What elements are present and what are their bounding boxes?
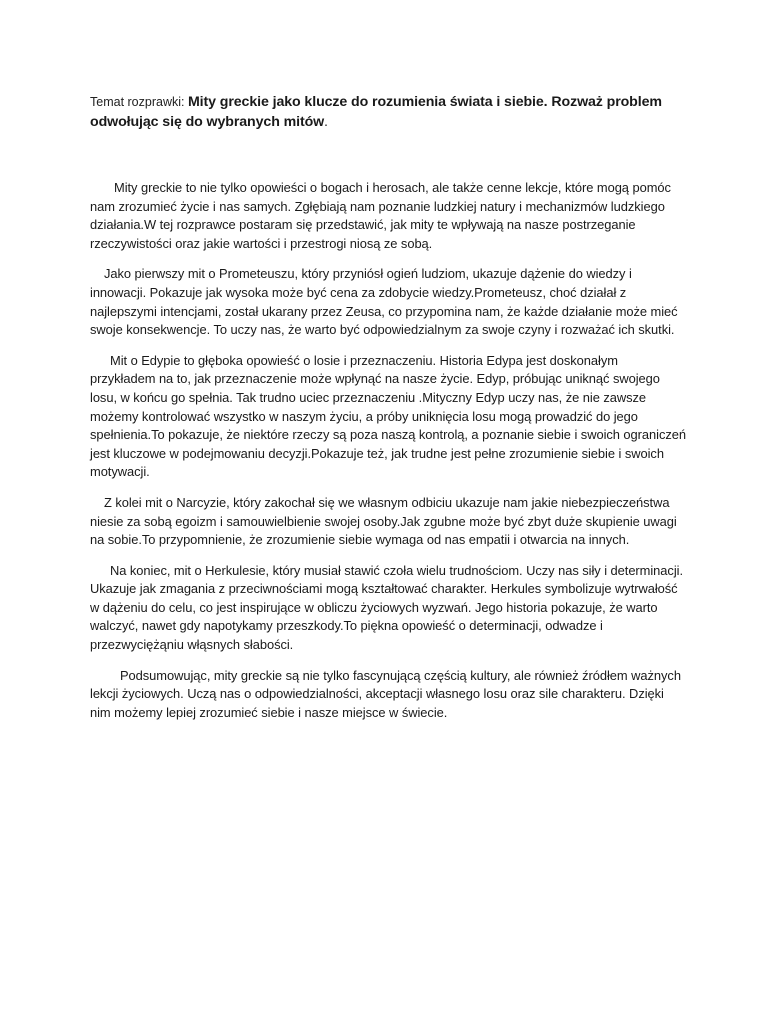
paragraph-conclusion: Podsumowując, mity greckie są nie tylko fascynującą częścią kultury, ale również źródłem ważnych lekcji życiowych. Uczą nas o odpowiedzialności, akceptacji własnego losu oraz sile charakteru. Dzięki nim możemy lepiej zrozumieć siebie i nasze miejsce w świecie.	[90, 667, 681, 720]
paragraph-oedipus: Mit o Edypie to głęboka opowieść o losie i przeznaczeniu. Historia Edypa jest doskonałym przykładem na to, jak przeznaczenie może wpłynąć na nasze życie. Edyp, próbując uniknąć swojego losu, w końcu go spełnia. Tak trudno uciec przeznaczeniu .Mityczny Edyp uczy nas, że nie zawsze możemy kontrolować wszystko w naszym życiu, a próby uniknięcia losu mogą prowadzić do jego spełnienia.To pokazuje, że niektóre rzeczy są poza naszą kontrolą, a poznanie siebie i swoich ograniczeń jest kluczowe w podejmowaniu decyzji.Pokazuje też, jak trudne jest pełne zrozumienie siebie i swoich motywacji.	[90, 352, 686, 480]
paragraph-prometheus: Jako pierwszy mit o Prometeuszu, który przyniósł ogień ludziom, ukazuje dążenie do wiedzy i innowacji. Pokazuje jak wysoka może być cena za zdobycie wiedzy.Prometeusz, choć działał z najlepszymi intencjami, został ukarany przez Zeusa, co przypomina nam, że każde działanie może mieć swoje konsekwencje. To uczy nas, że warto być odpowiedzialnym za swoje czyny i rozważać ich skutki.	[90, 266, 678, 338]
paragraph-hercules: Na koniec, mit o Herkulesie, który musiał stawić czoła wielu trudnościom. Uczy nas siły i determinacji. Ukazuje jak zmagania z przeciwnościami mogą kształtować charakter. Herkules symbolizuje wytrwałość w dążeniu do celu, co jest inspirujące w obliczu życiowych wyzwań. Jego historia pokazuje, że warto walczyć, nawet gdy napotykamy przeszkody.To piękna opowieść o determinacji, odwadze i przezwyciężąniu włąsnych słabości.	[90, 562, 683, 653]
paragraph-narcissus: Z kolei mit o Narcyzie, który zakochał się we własnym odbiciu ukazuje nam jakie niebezpieczeństwa niesie za sobą egoizm i samouwielbienie swojej osoby.Jak zgubne może być zbyt duże skupienie uwagi na sobie.To przypomnienie, że zrozumienie siebie wymaga od nas empatii i otwarcia na innych.	[90, 494, 677, 548]
paragraph-intro: Mity greckie to nie tylko opowieści o bogach i herosach, ale także cenne lekcje, które mogą pomóc nam zrozumieć życie i nas samych. Zgłębiają nam poznanie ludzkiej natury i mechanizmów ludzkiego działania.W tej rozprawce postaram się przedstawić, jak mity te wpływają na nasze postrzeganie rzeczywistości oraz jakie wartości i przestrogi niosą ze sobą.	[90, 180, 671, 251]
topic-title: Mity greckie jako klucze do rozumienia świata i siebie. Rozważ problem odwołując się do wybranych mitów	[90, 94, 662, 130]
topic-label: Temat rozprawki:	[90, 95, 188, 109]
essay-topic	[90, 92, 686, 132]
document-body	[90, 92, 686, 734]
topic-end: .	[324, 114, 328, 129]
